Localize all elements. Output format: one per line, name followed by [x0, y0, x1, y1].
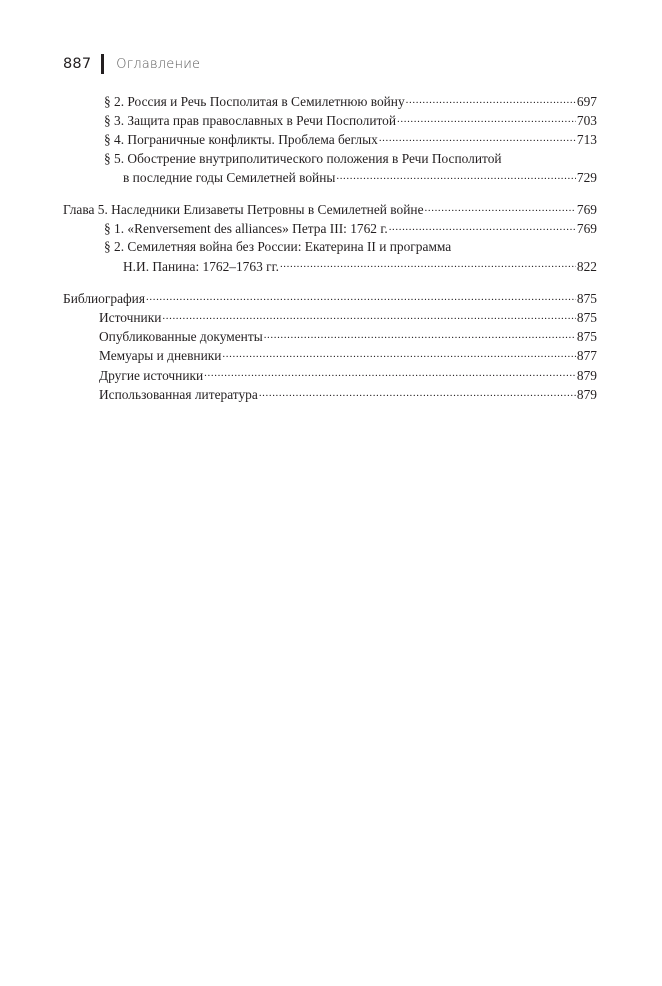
- toc-entry-label: § 3. Защита прав православных в Речи Посполитой: [104, 113, 397, 129]
- toc-entry[interactable]: [63, 92, 597, 111]
- leader-dots: [389, 219, 576, 233]
- toc-entry-page: 769: [576, 221, 597, 237]
- running-header: [63, 52, 200, 76]
- leader-dots: [264, 327, 576, 341]
- toc-entry[interactable]: [63, 130, 597, 149]
- toc-entry-page: 697: [576, 94, 597, 109]
- leader-dots: [379, 130, 576, 144]
- toc-entry[interactable]: [63, 366, 597, 385]
- header-divider: [101, 54, 104, 74]
- toc-entry-label: Источники: [99, 310, 162, 326]
- toc-chapter-entry[interactable]: [63, 289, 597, 308]
- toc-entry-label: Другие источники: [99, 367, 204, 383]
- toc-chapter-label: Библиография: [63, 290, 146, 306]
- toc-entry-page: 713: [576, 132, 597, 148]
- table-of-contents: [63, 92, 597, 417]
- leader-dots: [162, 308, 576, 322]
- toc-entry-page: 729: [576, 169, 597, 185]
- toc-block-chapter4: [63, 92, 597, 187]
- toc-entry-page: 822: [576, 258, 597, 274]
- leader-dots: [336, 168, 576, 182]
- toc-entry-line2[interactable]: [63, 168, 597, 187]
- toc-entry[interactable]: [63, 308, 597, 327]
- toc-entry-label: Использованная литература: [99, 386, 258, 402]
- toc-entry-label: § 4. Пограничные конфликты. Проблема беглых: [104, 132, 378, 148]
- toc-entry-page: 875: [576, 290, 597, 306]
- toc-entry-line2[interactable]: [63, 257, 597, 276]
- toc-entry-label-continued: в последние годы Семилетней войны: [123, 169, 336, 185]
- running-title: Оглавление: [116, 56, 201, 72]
- toc-entry[interactable]: [63, 219, 597, 238]
- toc-entry-label: § 2. Семилетняя война без России: Екатерина II и программа: [104, 239, 452, 255]
- toc-entry-page: 879: [576, 386, 597, 402]
- toc-entry-page: 769: [576, 202, 597, 218]
- toc-entry-page: 879: [576, 367, 597, 383]
- toc-chapter-entry[interactable]: [63, 200, 597, 219]
- leader-dots: [280, 257, 576, 271]
- leader-dots: [406, 92, 576, 106]
- leader-dots: [259, 385, 576, 399]
- leader-dots: [146, 289, 576, 303]
- toc-entry-label: Мемуары и дневники: [99, 348, 222, 364]
- toc-entry-label: § 2. Россия и Речь Посполитая в Семилетнюю войну: [104, 94, 405, 109]
- leader-dots: [222, 346, 575, 360]
- toc-entry-page: 703: [576, 113, 597, 129]
- toc-entry-page: 875: [576, 329, 597, 345]
- toc-entry[interactable]: [63, 327, 597, 346]
- toc-entry-line1[interactable]: [63, 150, 597, 168]
- toc-entry[interactable]: [63, 111, 597, 130]
- toc-entry[interactable]: [63, 385, 597, 404]
- toc-entry[interactable]: [63, 346, 597, 365]
- toc-entry-page: 877: [576, 348, 597, 364]
- toc-entry-label: § 1. «Renversement des alliances» Петра III: 1762 г.: [104, 221, 388, 237]
- toc-chapter-label: Глава 5. Наследники Елизаветы Петровны в Семилетней войне: [63, 202, 424, 218]
- toc-entry-label: Опубликованные документы: [99, 329, 263, 345]
- toc-entry-label-continued: Н.И. Панина: 1762–1763 гг.: [123, 258, 279, 274]
- toc-entry-label: § 5. Обострение внутриполитического положения в Речи Посполитой: [104, 150, 502, 166]
- page-number: 887: [63, 56, 92, 72]
- toc-block-chapter5: [63, 200, 597, 276]
- toc-entry-page: 875: [576, 310, 597, 326]
- toc-block-bibliography: [63, 289, 597, 404]
- leader-dots: [397, 111, 576, 125]
- leader-dots: [204, 366, 576, 380]
- toc-entry-line1[interactable]: [63, 238, 597, 256]
- leader-dots: [425, 200, 576, 214]
